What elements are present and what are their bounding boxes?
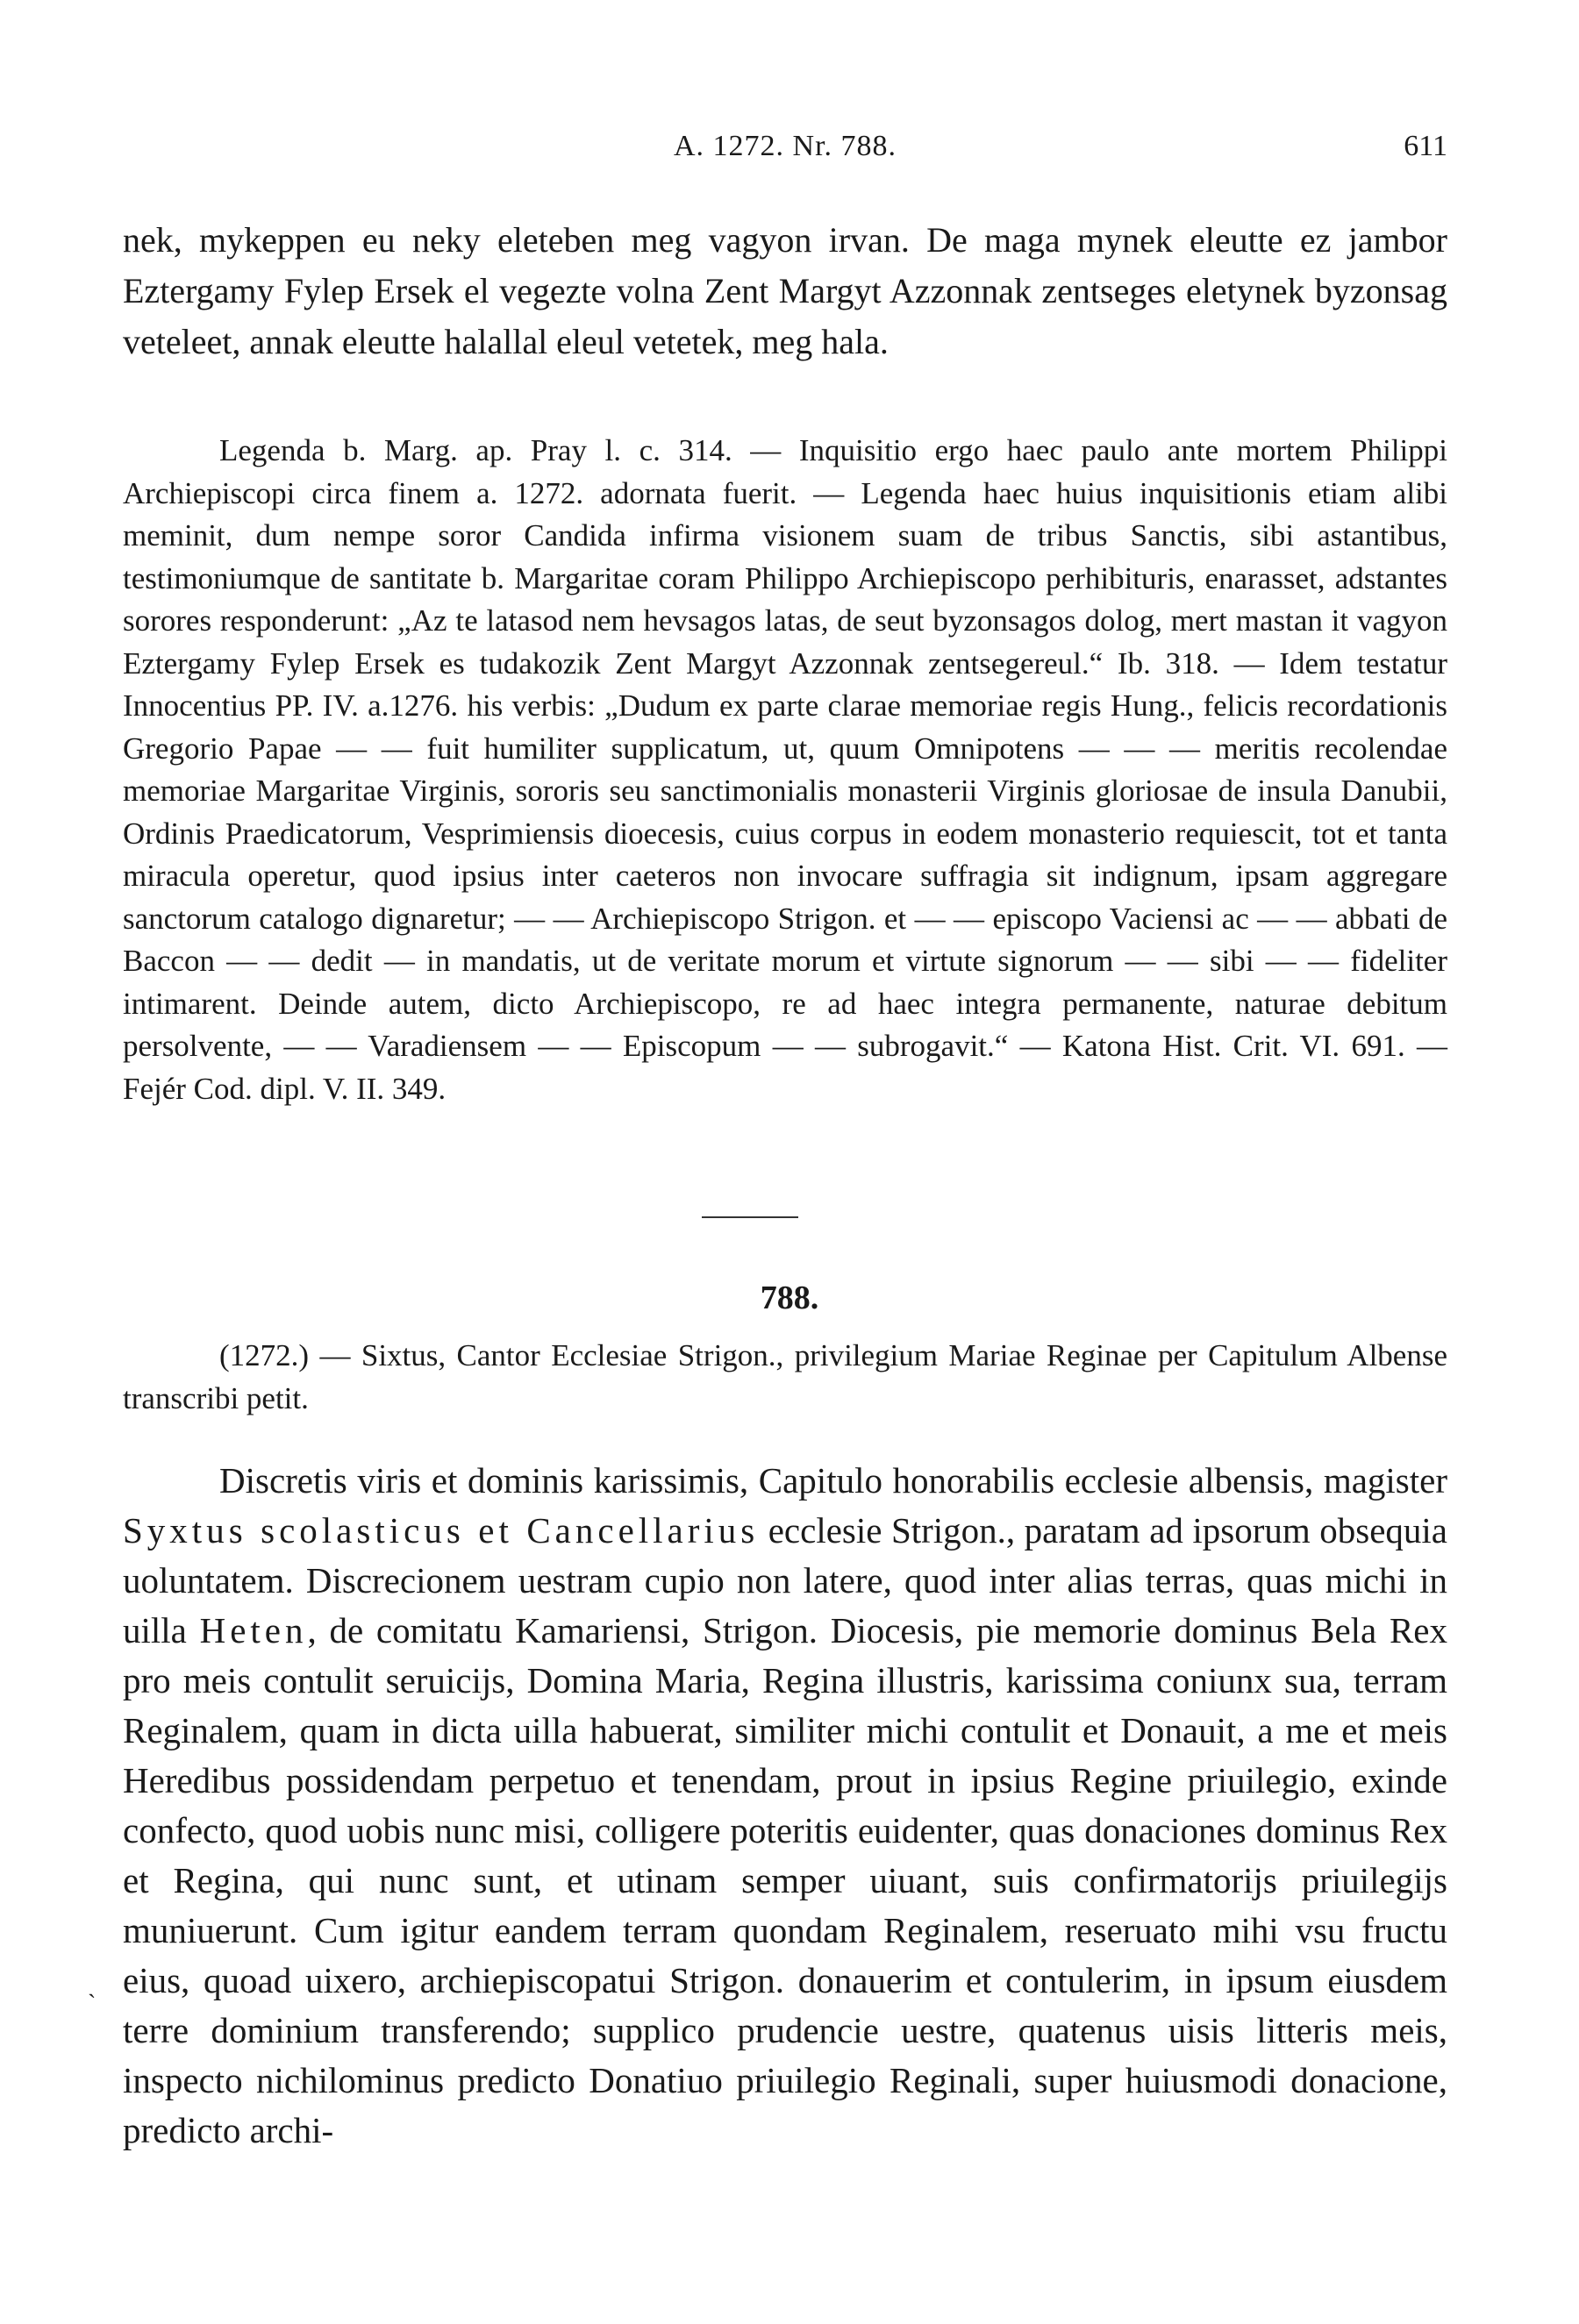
section-divider: [702, 1216, 798, 1218]
margin-mark: ˎ: [88, 1971, 96, 1999]
intro-paragraph: nek, mykeppen eu neky eleteben meg vagyon irvan. De maga mynek eleutte ez jambor Eztergamy Fylep Ersek el vegezte volna Zent Margyt Azzonnak zentseges eletynek byzonsag veteleet, annak eleutte halallal eleul vetetek, meg hala.: [123, 220, 1447, 361]
running-title: A. 1272. Nr. 788.: [673, 130, 897, 162]
charter-text-part-3: , de comitatu Kamariensi, Strigon. Diocesis, pie memorie dominus Bela Rex pro meis contulit seruicijs, Domina Maria, Regina illustris, karissima coniunx sua, terram Reginalem, quam in dicta uilla habuerat, similiter michi contulit et Donauit, a me et meis Heredibus possidendam perpetuo et tenendam, prout in ipsius Regine priuilegio, exinde confecto, quod uobis nunc misi, colligere poteritis euidenter, quas donaciones dominus Rex et Regina, qui nunc sunt, et utinam semper uiuant, suis confirmatorijs priuilegijs muniuerunt. Cum igitur eandem terram quondam Reginalem, reseruato mihi vsu fructu eius, quoad uixero, archiepiscopatui Strigon. donauerim et contulerim, in ipsum eiusdem terre dominium transferendo; supplico prudencie uestre, quatenus uisis litteris meis, inspecto nichilominus predicto Donatiuo priuilegio Reginali, super huiusmodi donacione, predicto archi-: [123, 1610, 1447, 2150]
running-header: [123, 130, 1447, 174]
charter-name-syxtus: Syxtus scolasticus et Cancellarius: [123, 1510, 760, 1551]
charter-text-part-1: Discretis viris et dominis karissimis, Capitulo honorabilis ecclesie albensis, magister: [219, 1460, 1447, 1501]
charter-text-part-2: ecclesie Strigon., paratam ad ipsorum obsequia uoluntatem. Discrecionem uestram cupio non latere, quod inter alias terras, quas michi in uilla: [123, 1510, 1447, 1650]
regest-summary: (1272.) — Sixtus, Cantor Ecclesiae Strigon., privilegium Mariae Reginae per Capitulum Albense transcribi petit.: [123, 1338, 1447, 1415]
page-number: 611: [1404, 130, 1447, 162]
document-number: 788.: [760, 1280, 819, 1316]
charter-text: [123, 1456, 1447, 2156]
editorial-note: Legenda b. Marg. ap. Pray l. c. 314. — Inquisitio ergo haec paulo ante mortem Philippi Archiepiscopi circa finem a. 1272. adornata fuerit. — Legenda haec huius inquisitionis etiam alibi meminit, dum nempe soror Candida infirma visionem suam de tribus Sanctis, sibi astantibus, testimoniumque de santitate b. Margaritae coram Philippo Archiepiscopo perhibituris, enarasset, adstantes sorores responderunt: „Az te latasod nem hevsagos latas, de seut byzonsagos dolog, mert mastan it vagyon Eztergamy Fylep Ersek es tudakozik Zent Margyt Azzonnak zentsegereul.“ Ib. 318. — Idem testatur Innocentius PP. IV. a.1276. his verbis: „Dudum ex parte clarae memoriae regis Hung., felicis recordationis Gregorio Papae — — fuit humiliter supplicatum, ut, quum Omnipotens — — — meritis recolendae memoriae Margaritae Virginis, sororis seu sanctimonialis monasterii Virginis gloriosae de insula Danubii, Ordinis Praedicatorum, Vesprimiensis dioecesis, cuius corpus in eodem monasterio requiescit, tot et tanta miracula operetur, quod ipsius inter caeteros non invocare suffragia sit indignum, ipsam aggregare sanctorum catalogo dignaretur; — — Archiepiscopo Strigon. et — — episcopo Vaciensi ac — — abbati de Baccon — — dedit — in mandatis, ut de veritate morum et virtute signorum — — sibi — — fideliter intimarent. Deinde autem, dicto Archiepiscopo, re ad haec integra permanente, naturae debitum persolvente, — — Varadiensem — — Episcopum — — subrogavit.“ — Katona Hist. Crit. VI. 691. — Fejér Cod. dipl. V. II. 349.: [123, 433, 1447, 1106]
charter-name-heten: Heten: [199, 1610, 308, 1650]
